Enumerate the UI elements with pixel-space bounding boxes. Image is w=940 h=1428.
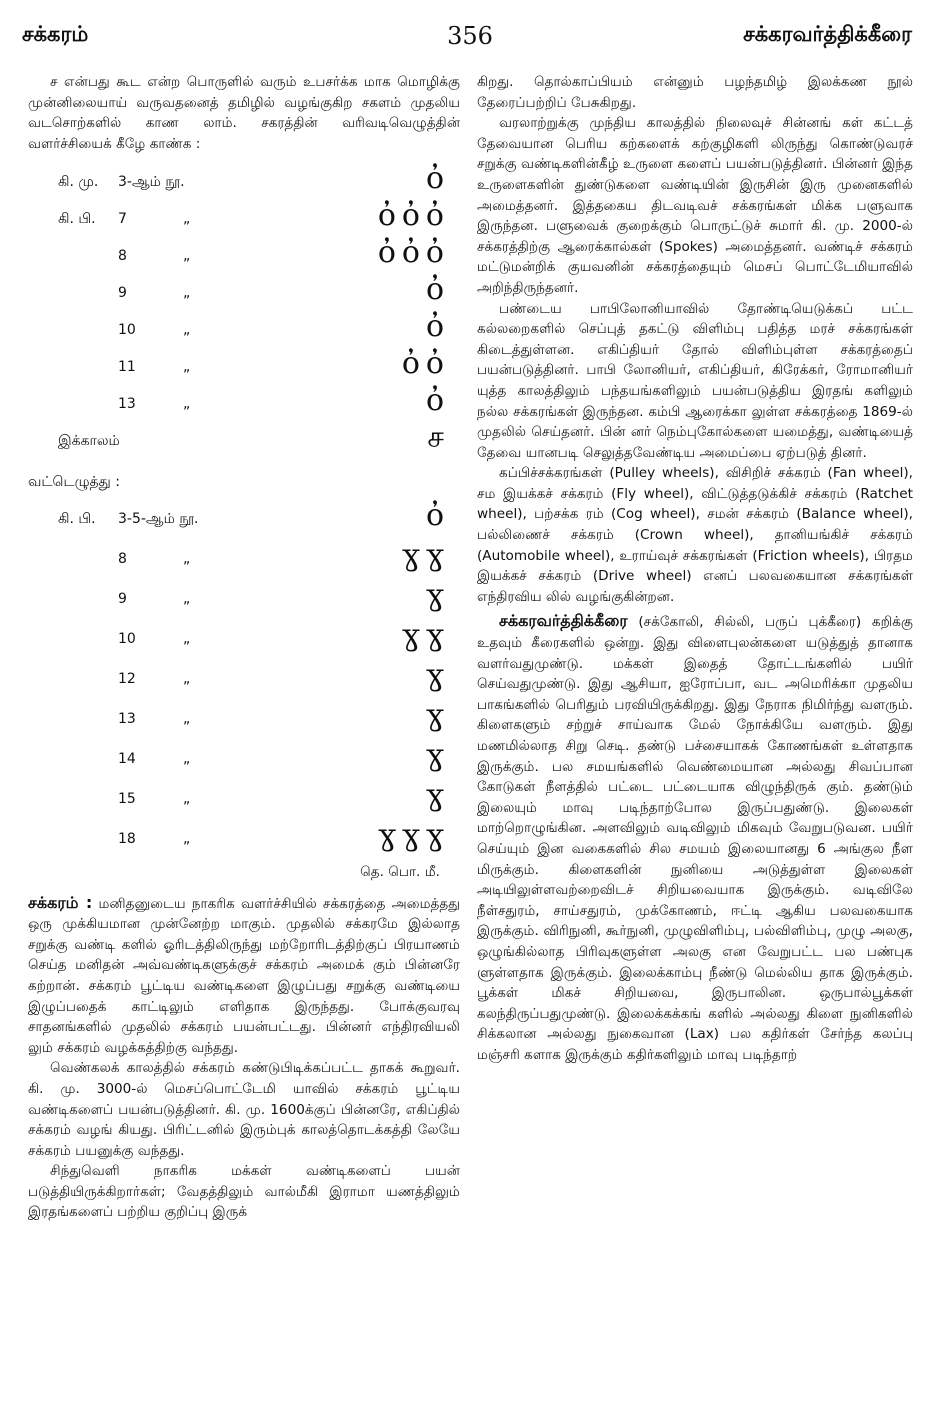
century-number: 9 <box>118 285 127 302</box>
intro-paragraph: ச என்பது கூட என்ற பொருளில் வரும் உபசர்க்க மாக மொழிக்கு முன்னிலையாய் வருவதனைத் தமிழில் வழங்குகிற சகளம் முதலிய வடசொற்களில் காண லாம். சகரத்தின் வரிவடிவெழுத்தின் வளர்ச்சியைக் கீழே காண்க : <box>28 74 460 152</box>
right-paragraph-2: வரலாற்றுக்கு முந்திய காலத்தில் நிலைவுச் சின்னங் கள் கட்டத் தேவையான பெரிய கற்களைக் கற்குழிகளி லிருந்து கொண்டுவரச் சறுக்கு வண்டிகளின்கீழ் உருளை களைப் பயன்படுத்தினர். பின்னர் இந்த உருளைகளின் துண்டுகளை வண்டியின் இருசின் இரு முனைகளில் அமைத்தனர். இத்தகைய திடவடிவச் சக்கரங்கள் மிக்க பளுவாக இருந்தன. பளுவைக் குறைக்கும் பொருட்டுச் சுமார் கி. மு. 2000-ல் சக்கரத்திற்கு ஆரைக்கால்கள் (Spokes) அமைத்தனர். வண்டிச் சக்கரம் மட்டுமன்றிக் குயவனின் சக்கரத்தையும் மெசப் பொட்டேமியாவில் அறிந்திருந்தனர். <box>477 115 913 296</box>
period-label: கி. மு. <box>58 174 99 191</box>
brahmi-evolution-table <box>28 161 460 466</box>
evolution-row <box>28 617 460 653</box>
running-head-right: சக்கரவர்த்திக்கீரை <box>743 22 912 46</box>
page-number: 356 <box>447 22 493 50</box>
evolution-row <box>28 657 460 693</box>
evolution-row <box>28 161 460 197</box>
period-label: இக்காலம் <box>58 433 120 450</box>
ditto-mark: „ <box>183 359 191 376</box>
entry-term-chakkaram: சக்கரம் : <box>28 892 93 912</box>
signature: தெ. பொ. மீ. <box>360 863 440 880</box>
evolution-row <box>28 309 460 345</box>
century-number: 11 <box>118 359 136 376</box>
script-glyph: ὀ <box>425 383 450 419</box>
chakkaram-paragraph-1 <box>28 893 460 1059</box>
evolution-row <box>28 537 460 573</box>
script-glyph: ɣ <box>426 777 450 813</box>
ditto-mark: „ <box>183 750 191 767</box>
chakkaram-paragraph-2: வெண்கலக் காலத்தில் சக்கரம் கண்டுபிடிக்கப்பட்ட தாகக் கூறுவர். கி. மு. 3000-ல் மெசப்பொட்டேமி யாவில் சக்கரம் பூட்டிய வண்டிகளைப் பயன்படுத்தினர். கி. மு. 1600க்குப் பின்னரே, எகிப்தில் சக்கரம் வழங் கியது. பிரிட்டனில் இரும்புக் காலத்தொடக்கத்தி லேயே சக்கரம் பயனுக்கு வந்தது. <box>28 1060 460 1159</box>
script-glyph: ச <box>427 420 450 456</box>
script-glyph: ὀ <box>425 161 450 197</box>
script-glyph: ɣ <box>426 737 450 773</box>
evolution-row <box>28 198 460 234</box>
script-glyph: ὀ <box>425 272 450 308</box>
script-glyph: ɣɣɣ <box>378 817 450 853</box>
ditto-mark: „ <box>183 670 191 687</box>
vattezhuthu-heading: வட்டெழுத்து : <box>28 474 120 491</box>
century-number: 3-5-ஆம் நூ. <box>118 510 199 527</box>
script-glyph: ɣ <box>426 577 450 613</box>
century-number: 7 <box>118 211 127 228</box>
script-glyph: ὀὀὀ <box>377 198 450 234</box>
script-glyph: ɣɣ <box>402 537 450 573</box>
evolution-row <box>28 420 460 456</box>
running-head-left: சக்கரம் <box>22 22 89 46</box>
century-number: 13 <box>118 396 136 413</box>
evolution-row <box>28 383 460 419</box>
century-number: 12 <box>118 670 136 687</box>
evolution-row <box>28 497 460 533</box>
script-glyph: ɣ <box>426 697 450 733</box>
ditto-mark: „ <box>183 322 191 339</box>
ditto-mark: „ <box>183 550 191 567</box>
entry-term-keerai: சக்கரவர்த்திக்கீரை <box>499 611 628 631</box>
ditto-mark: „ <box>183 248 191 265</box>
right-paragraph-3: பண்டைய பாபிலோனியாவில் தோண்டியெடுக்கப் பட்ட கல்லறைகளில் செப்புத் தகட்டு விளிம்பு பதித்த மரச் சக்கரங்கள் கிடைத்துள்ளன. எகிப்தியர் தோல் விளிம்புள்ள சக்கரத்தைப் பயன்படுத்தினர். பாபி லோனியர், எகிப்தியர், கிரேக்கர், ரோமானியர் யுத்த காலத்திலும் பந்தயங்களிலும் பயன்படுத்திய இரதங் களிலும் நல்ல சக்கரங்கள் இருந்தன. கம்பி ஆரைக்கா லுள்ள சக்கரத்தை 1869-ல் முதலில் செய்தனர். பின் னர் நெம்புகோல்களை யமைத்து, வண்டியைத் தேவை யானபடி செலுத்தவேண்டிய அமைப்பை ஏற்படுத் தினர். <box>477 300 913 461</box>
script-glyph: ὀ <box>425 309 450 345</box>
right-column <box>477 72 913 1066</box>
evolution-row <box>28 235 460 271</box>
right-paragraph-1: கிறது. தொல்காப்பியம் என்னும் பழந்தமிழ் இலக்கண நூல் தேரைப்பற்றிப் பேசுகிறது. <box>477 74 913 111</box>
vattezhuthu-evolution-table <box>28 497 460 858</box>
evolution-row <box>28 737 460 773</box>
ditto-mark: „ <box>183 396 191 413</box>
century-number: 8 <box>118 550 127 567</box>
century-number: 8 <box>118 248 127 265</box>
script-glyph: ὀὀ <box>401 346 450 382</box>
evolution-row <box>28 346 460 382</box>
ditto-mark: „ <box>183 790 191 807</box>
century-number: 15 <box>118 790 136 807</box>
century-number: 18 <box>118 830 136 847</box>
evolution-row <box>28 577 460 613</box>
keerai-text: (சக்கோலி, சில்லி, பருப் புக்கீரை) கறிக்கு உதவும் கீரைகளில் ஒன்று. இது விளைபுலன்களை யடுத்துத் தானாக வளர்வதுமுண்டு. மக்கள் இதைத் தோட்டங்களில் பயிர் செய்வதுமுண்டு. இது ஆசியா, ஐரோப்பா, வட அமெரிக்கா முதலிய பாகங்களில் பெரிதும் பரவியிருக்கிறது. இது நேராக நிமிர்ந்து வளரும். கிளைகளும் சற்றுச் சாய்வாக மேல் நோக்கியே வளரும். இது மணமில்லாத சிறு செடி. தண்டு பச்சையாகக் கோணங்கள் உள்ளதாக இருக்கும். பல சமயங்களில் வெண்மையான அல்லது சிவப்பான கோடுகள் நீளத்தில் பட்டை பட்டையாக விழுந்திருக் கும். தண்டும் இலையும் மாவு படிந்தாற்போல இருப்பதுண்டு. இலைகள் மாற்றொழுங்கின. அளவிலும் வடிவிலும் மிகவும் வேறுபடுவன. பயிர் செய்யும் இன வகைகளில் சில சமயம் இலையானது 6 அங்குல நீள மிருக்கும். கிளைகளின் நுனியை அடுத்துள்ள இலைகள் அடியிலுள்ளவற்றைவிடச் சிறியவையாக இருக்கும். வடிவிலே நீள்சதுரம், சாய்சதுரம், முக்கோணம், ஈட்டி ஆகிய பலவகையாக இருக்கும். விரிநுனி, கூர்நுனி, முழுவிளிம்பு, பல்விளிம்பு, முழு அலகு, ஒழுங்கில்லாத பிரிவுகளுள்ள அலகு என வேறுபட்ட பல பண்புக ளுள்ளதாக இருக்கும். இலைக்காம்பு நீண்டு மெல்லிய தாக இருக்கும். பூக்கள் மிகச் சிறியவை, இருபாலின. ஒருபால்பூக்கள் கலந்திருப்பதுமுண்டு. இலைக்கக்கங் களில் அல்லது கிளை நுனிகளில் சிக்கலான அல்லது நுகைவான (Lax) பல கதிர்கள் சேர்ந்த கலப்பு மஞ்சரி களாக இருக்கும் கதிர்களிலும் மாவு படிந்தாற் <box>477 614 913 1063</box>
script-glyph: ɣ <box>426 657 450 693</box>
century-number: 9 <box>118 590 127 607</box>
left-column <box>28 72 460 1223</box>
evolution-row <box>28 777 460 813</box>
period-label: கி. பி. <box>58 211 96 228</box>
script-glyph: ɣɣ <box>402 617 450 653</box>
evolution-row <box>28 697 460 733</box>
ditto-mark: „ <box>183 710 191 727</box>
keerai-paragraph <box>477 611 913 1065</box>
ditto-mark: „ <box>183 590 191 607</box>
century-number: 13 <box>118 710 136 727</box>
chakkaram-text-1: மனிதனுடைய நாகரிக வளர்ச்சியில் சக்கரத்தை அமைத்தது ஒரு முக்கியமான முன்னேற்ற மாகும். முதலில் சக்கரமே இல்லாத சறுக்கு வண்டி களில் ஓரிடத்திலிருந்து மற்றோரிடத்திற்குப் பிரயாணம் செய்த மனிதன் அவ்வண்டிகளுக்குச் சக்கரம் அமைக் கும் பின்னரே கற்றான். சக்கரம் பூட்டிய வண்டிகளை இழுப்பது சறுக்கு வண்டியை இழுப்பதைக் காட்டிலும் எளிதாக இருந்தது. போக்குவரவு சாதனங்களில் முதலில் சக்கரம் பயன்பட்டது. பின்னர் எந்திரவியலி லும் சக்கரம் வழக்கத்திற்கு வந்தது. <box>28 895 461 1056</box>
evolution-row <box>28 817 460 853</box>
ditto-mark: „ <box>183 211 191 228</box>
century-number: 10 <box>118 322 136 339</box>
ditto-mark: „ <box>183 285 191 302</box>
evolution-row <box>28 272 460 308</box>
period-label: கி. பி. <box>58 510 96 527</box>
ditto-mark: „ <box>183 830 191 847</box>
chakkaram-paragraph-3: சிந்துவெளி நாகரிக மக்கள் வண்டிகளைப் பயன் படுத்தியிருக்கிறார்கள்; வேதத்திலும் வால்மீகி இராமா யணத்திலும் இரதங்களைப் பற்றிய குறிப்பு இருக் <box>28 1163 460 1221</box>
script-glyph: ὀὀὀ <box>377 235 450 271</box>
century-number: 14 <box>118 750 136 767</box>
century-number: 3-ஆம் நூ. <box>118 174 185 191</box>
right-paragraph-4: கப்பிச்சக்கரங்கள் (Pulley wheels), விசிறிச் சக்கரம் (Fan wheel), சம இயக்கச் சக்கரம் (Fly wheel), விட்டுத்தடுக்கிச் சக்கரம் (Ratchet wheel), பற்சக்க ரம் (Cog wheel), சமன் சக்கரம் (Balance wheel), பல்லிணைச் சக்கரம் (Crown wheel), தானியங்கிச் சக்கரம் (Automobile wheel), உராய்வுச் சக்கரங்கள் (Friction wheels), பிரதம இயக்கச் சக்கரம் (Drive wheel) எனப் பலவகையான சக்கரங்கள் எந்திரவிய லில் வழங்குகின்றன. <box>477 465 913 605</box>
ditto-mark: „ <box>183 630 191 647</box>
century-number: 10 <box>118 630 136 647</box>
script-glyph: ὀ <box>425 497 450 533</box>
